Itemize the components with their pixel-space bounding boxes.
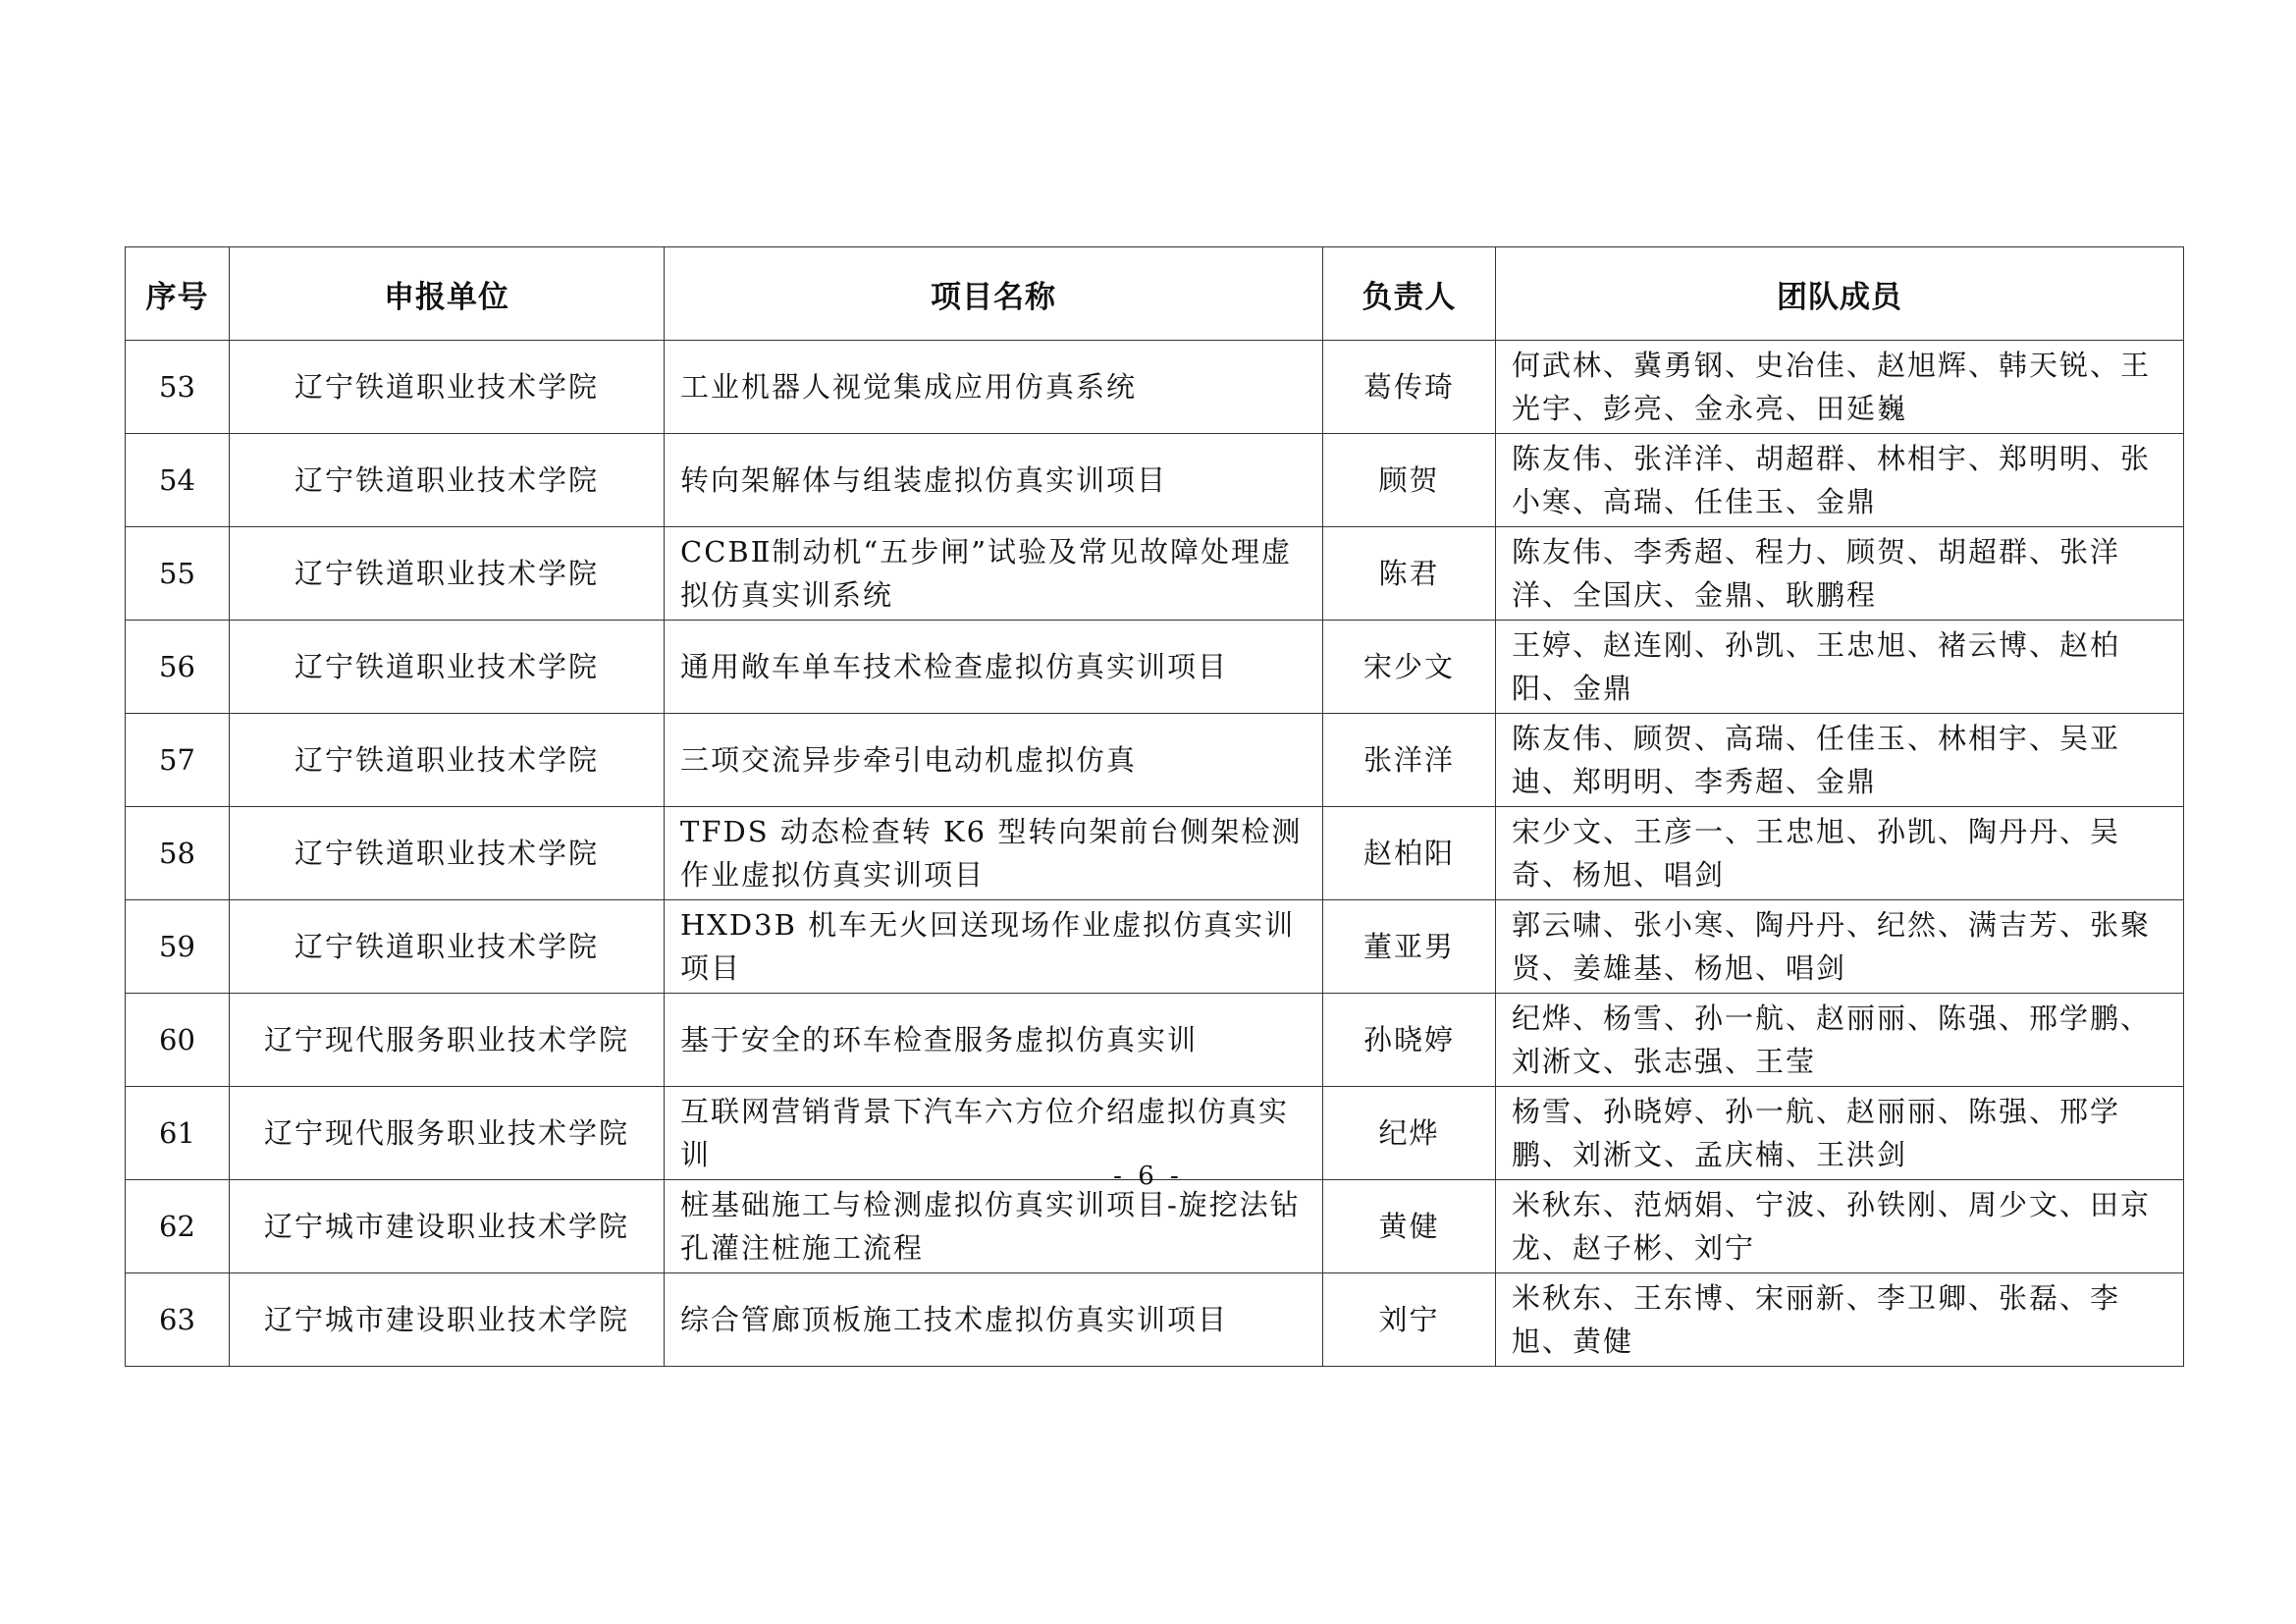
row-project: TFDS 动态检查转 K6 型转向架前台侧架检测作业虚拟仿真实训项目 bbox=[665, 807, 1323, 900]
row-project: 转向架解体与组装虚拟仿真实训项目 bbox=[665, 434, 1323, 527]
table-row bbox=[126, 621, 2184, 714]
row-index: 63 bbox=[126, 1273, 230, 1367]
row-project: HXD3B 机车无火回送现场作业虚拟仿真实训项目 bbox=[665, 900, 1323, 994]
row-unit: 辽宁铁道职业技术学院 bbox=[230, 434, 665, 527]
row-team: 米秋东、范炳娟、宁波、孙铁刚、周少文、田京龙、赵子彬、刘宁 bbox=[1496, 1180, 2184, 1273]
project-table bbox=[125, 246, 2184, 1367]
table-body bbox=[126, 341, 2184, 1367]
row-unit: 辽宁城市建设职业技术学院 bbox=[230, 1273, 665, 1367]
row-leader: 宋少文 bbox=[1323, 621, 1496, 714]
row-index: 58 bbox=[126, 807, 230, 900]
row-unit: 辽宁铁道职业技术学院 bbox=[230, 714, 665, 807]
row-project: 通用敞车单车技术检查虚拟仿真实训项目 bbox=[665, 621, 1323, 714]
row-project: 工业机器人视觉集成应用仿真系统 bbox=[665, 341, 1323, 434]
row-team: 陈友伟、李秀超、程力、顾贺、胡超群、张洋洋、全国庆、金鼎、耿鹏程 bbox=[1496, 527, 2184, 621]
row-leader: 赵柏阳 bbox=[1323, 807, 1496, 900]
row-index: 60 bbox=[126, 994, 230, 1087]
row-team: 何武林、冀勇钢、史冶佳、赵旭辉、韩天锐、王光宇、彭亮、金永亮、田延巍 bbox=[1496, 341, 2184, 434]
row-unit: 辽宁铁道职业技术学院 bbox=[230, 621, 665, 714]
row-team: 米秋东、王东博、宋丽新、李卫卿、张磊、李旭、黄健 bbox=[1496, 1273, 2184, 1367]
row-leader: 陈君 bbox=[1323, 527, 1496, 621]
row-leader: 黄健 bbox=[1323, 1180, 1496, 1273]
row-leader: 刘宁 bbox=[1323, 1273, 1496, 1367]
row-unit: 辽宁现代服务职业技术学院 bbox=[230, 994, 665, 1087]
row-unit: 辽宁铁道职业技术学院 bbox=[230, 527, 665, 621]
table-row bbox=[126, 434, 2184, 527]
header-project: 项目名称 bbox=[665, 247, 1323, 341]
table-row bbox=[126, 341, 2184, 434]
table-row bbox=[126, 807, 2184, 900]
row-team: 郭云啸、张小寒、陶丹丹、纪然、满吉芳、张聚贤、姜雄基、杨旭、唱剑 bbox=[1496, 900, 2184, 994]
row-leader: 顾贺 bbox=[1323, 434, 1496, 527]
header-team: 团队成员 bbox=[1496, 247, 2184, 341]
table-row bbox=[126, 714, 2184, 807]
table-header bbox=[126, 247, 2184, 341]
row-project: 综合管廊顶板施工技术虚拟仿真实训项目 bbox=[665, 1273, 1323, 1367]
row-team: 宋少文、王彦一、王忠旭、孙凯、陶丹丹、吴奇、杨旭、唱剑 bbox=[1496, 807, 2184, 900]
row-index: 55 bbox=[126, 527, 230, 621]
row-leader: 张洋洋 bbox=[1323, 714, 1496, 807]
table-row bbox=[126, 994, 2184, 1087]
row-index: 56 bbox=[126, 621, 230, 714]
table-row bbox=[126, 1273, 2184, 1367]
row-index: 54 bbox=[126, 434, 230, 527]
row-project: 互联网营销背景下汽车六方位介绍虚拟仿真实训 bbox=[665, 1087, 1323, 1180]
page-number: - 6 - bbox=[1113, 1162, 1183, 1191]
row-index: 61 bbox=[126, 1087, 230, 1180]
row-unit: 辽宁铁道职业技术学院 bbox=[230, 807, 665, 900]
header-index: 序号 bbox=[126, 247, 230, 341]
row-leader: 葛传琦 bbox=[1323, 341, 1496, 434]
row-unit: 辽宁现代服务职业技术学院 bbox=[230, 1087, 665, 1180]
row-leader: 纪烨 bbox=[1323, 1087, 1496, 1180]
row-index: 59 bbox=[126, 900, 230, 994]
row-index: 53 bbox=[126, 341, 230, 434]
row-index: 62 bbox=[126, 1180, 230, 1273]
row-team: 陈友伟、顾贺、高瑞、任佳玉、林相宇、吴亚迪、郑明明、李秀超、金鼎 bbox=[1496, 714, 2184, 807]
header-row bbox=[126, 247, 2184, 341]
table-row bbox=[126, 527, 2184, 621]
table-row bbox=[126, 900, 2184, 994]
row-team: 纪烨、杨雪、孙一航、赵丽丽、陈强、邢学鹏、刘淅文、张志强、王莹 bbox=[1496, 994, 2184, 1087]
row-unit: 辽宁铁道职业技术学院 bbox=[230, 900, 665, 994]
row-unit: 辽宁铁道职业技术学院 bbox=[230, 341, 665, 434]
row-index: 57 bbox=[126, 714, 230, 807]
table-row bbox=[126, 1180, 2184, 1273]
row-leader: 董亚男 bbox=[1323, 900, 1496, 994]
row-project: CCBⅡ制动机“五步闸”试验及常见故障处理虚拟仿真实训系统 bbox=[665, 527, 1323, 621]
header-leader: 负责人 bbox=[1323, 247, 1496, 341]
row-leader: 孙晓婷 bbox=[1323, 994, 1496, 1087]
row-team: 杨雪、孙晓婷、孙一航、赵丽丽、陈强、邢学鹏、刘淅文、孟庆楠、王洪剑 bbox=[1496, 1087, 2184, 1180]
row-project: 基于安全的环车检查服务虚拟仿真实训 bbox=[665, 994, 1323, 1087]
row-project: 桩基础施工与检测虚拟仿真实训项目-旋挖法钻孔灌注桩施工流程 bbox=[665, 1180, 1323, 1273]
row-project: 三项交流异步牵引电动机虚拟仿真 bbox=[665, 714, 1323, 807]
row-team: 陈友伟、张洋洋、胡超群、林相宇、郑明明、张小寒、高瑞、任佳玉、金鼎 bbox=[1496, 434, 2184, 527]
header-unit: 申报单位 bbox=[230, 247, 665, 341]
row-unit: 辽宁城市建设职业技术学院 bbox=[230, 1180, 665, 1273]
row-team: 王婷、赵连刚、孙凯、王忠旭、褚云博、赵柏阳、金鼎 bbox=[1496, 621, 2184, 714]
